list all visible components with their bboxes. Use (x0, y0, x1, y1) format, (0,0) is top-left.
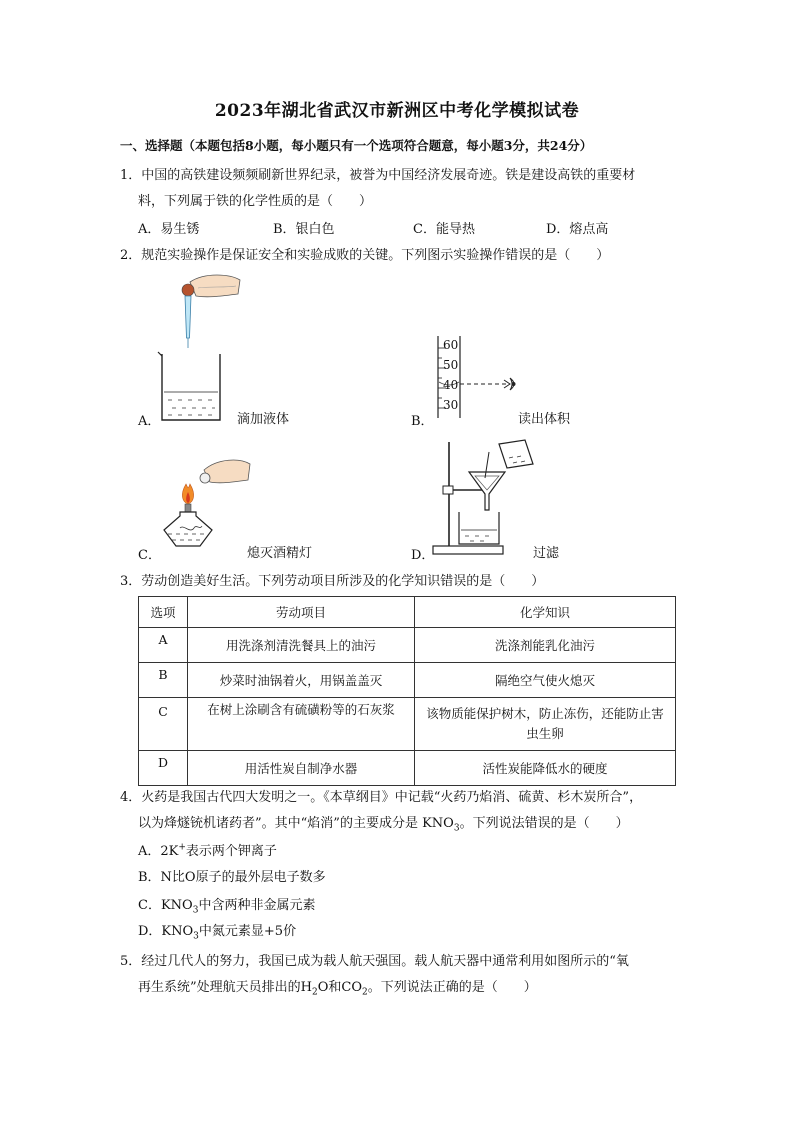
figure-a-caption: 滴加液体 (237, 412, 290, 427)
q1-stem-line2: 料，下列属于铁的化学性质的是（ ） (138, 194, 373, 209)
table-row (139, 663, 676, 698)
figure-b-caption: 读出体积 (518, 412, 571, 427)
figure-c-caption: 熄灭酒精灯 (247, 546, 313, 561)
table-header-row (139, 597, 676, 628)
figure-d-caption: 过滤 (533, 546, 560, 561)
col-header-project: 劳动项目 (188, 597, 415, 628)
figure-filtration (425, 438, 545, 558)
row-option: A (139, 628, 188, 663)
table-row (139, 751, 676, 786)
q4-option-b: B．N比O原子的最外层电子数多 (138, 870, 326, 885)
q2-stem: 2．规范实验操作是保证安全和实验成败的关键。下列图示实验操作错误的是（ ） (120, 248, 610, 263)
row-knowledge-multiline (415, 698, 676, 751)
row-knowledge: 洗涤剂能乳化油污 (415, 628, 676, 663)
figure-a-letter: A． (138, 414, 161, 429)
q4-stem-line2: 以为烽燧铳机诸药者”。其中“焰消”的主要成分是 $KNO_3$。下列说法错误的是（ ） (138, 816, 629, 834)
table-row (139, 628, 676, 663)
figure-c-letter: C． (138, 548, 161, 563)
figure-b-letter: B． (411, 414, 434, 429)
section-heading: 一、选择题（本题包括8小题，每小题只有一个选项符合题意，每小题3分，共24分） (120, 138, 593, 153)
row-project: 在树上涂刷含有硫磺粉等的石灰浆 (188, 698, 415, 751)
row-project: 用洗涤剂清洗餐具上的油污 (188, 628, 415, 663)
q5-stem-line1: 5．经过几代人的努力，我国已成为载人航天强国。载人航天器中通常利用如图所示的“氧 (120, 954, 629, 969)
q4-option-a: A．2K+表示两个钾离子 (138, 842, 277, 859)
cylinder-tick-30: 30 (443, 398, 459, 412)
col-header-knowledge: 化学知识 (415, 597, 676, 628)
row-knowledge: 隔绝空气使火熄灭 (415, 663, 676, 698)
figure-dropper-beaker (150, 268, 250, 428)
page-title: 2023年湖北省武汉市新洲区中考化学模拟试卷 (214, 101, 580, 121)
q4-option-c: C．$KNO_3$中含两种非金属元素 (138, 898, 316, 916)
q1-stem-line1: 1．中国的高铁建设频频刷新世界纪录，被誉为中国经济发展奇迹。铁是建设高铁的重要材 (120, 168, 636, 183)
cylinder-tick-50: 50 (443, 358, 459, 372)
cylinder-tick-40: 40 (443, 378, 459, 392)
q4-stem-line1: 4．火药是我国古代四大发明之一。《本草纲目》中记载“火药乃焰消、硫黄、杉木炭所合”， (120, 790, 643, 805)
figure-d-letter: D． (411, 548, 435, 563)
q4-option-d: D．$KNO_3$中氮元素显+5价 (138, 924, 297, 942)
q5-stem-line2: 再生系统”处理航天员排出的$H_2O$和$CO_2$。下列说法正确的是（ ） (138, 980, 537, 998)
q1-option-a: A．易生锈 (138, 222, 200, 237)
row-option: B (139, 663, 188, 698)
row-project: 炒菜时油锅着火，用锅盖盖灭 (188, 663, 415, 698)
q1-option-d: D．熔点高 (546, 222, 609, 237)
row-knowledge: 活性炭能降低水的硬度 (415, 751, 676, 786)
col-header-option: 选项 (139, 597, 188, 628)
q1-option-b: B．银白色 (273, 222, 335, 237)
row-knowledge-line2: 虫生卵 (526, 726, 564, 741)
row-option: C (139, 698, 188, 751)
figure-alcohol-lamp (160, 454, 260, 554)
row-option: D (139, 751, 188, 786)
labor-knowledge-table (138, 596, 676, 786)
row-project: 用活性炭自制净水器 (188, 751, 415, 786)
row-knowledge-line1: 该物质能保护树木，防止冻伤，还能防止害 (426, 706, 664, 721)
q1-option-c: C．能导热 (413, 222, 475, 237)
cylinder-tick-60: 60 (443, 338, 459, 352)
q3-stem: 3．劳动创造美好生活。下列劳动项目所涉及的化学知识错误的是（ ） (120, 574, 545, 589)
table-row (139, 698, 676, 751)
